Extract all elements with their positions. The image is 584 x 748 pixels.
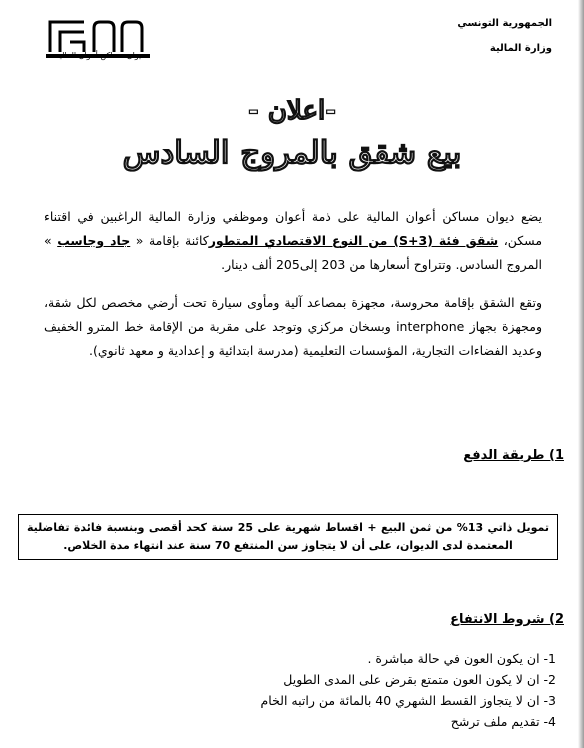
eligibility-heading: 2) شروط الانتفاع xyxy=(450,612,564,627)
intro-paragraph xyxy=(44,205,542,277)
ministry-label: وزارة المالية xyxy=(489,43,552,54)
payment-terms-box: تمويل ذاتي 13% من ثمن البيع + اقساط شهرية على 25 سنة كحد أقصى وبنسبة فائدة تفاضلية المعتمدة لدى الديوان، على أن لا يتجاوز سن المنتفع 70 سنة عند انتهاء مدة الخلاص. xyxy=(18,514,558,560)
intro-text-mid: كائنة بإقامة « xyxy=(130,233,209,248)
logo-caption: ديوان مساكن أعوان المالية xyxy=(55,51,145,60)
building-arches-logo-icon xyxy=(44,16,154,68)
announcement-subtitle: بيع شقق بالمروج السادس xyxy=(122,135,462,171)
republic-label: الجمهورية التونسي xyxy=(457,18,552,29)
intro-text-end: » المروج السادس. وتتراوح أسعارها من 203 إلى205 ألف دينار. xyxy=(44,233,542,272)
intro-text-start: يضع ديوان مساكن أعوان المالية على ذمة أعوان وموظفي وزارة المالية الراغبين في اقتناء مسكن، xyxy=(44,209,543,248)
eligibility-list xyxy=(136,648,556,732)
announcement-title: -اعلان - xyxy=(248,96,336,126)
list-item: 2- ان لا يكون العون متمتع بقرض على المدى الطويل xyxy=(283,672,556,687)
features-paragraph: وتقع الشقق بإقامة محروسة، مجهزة بمصاعد آلية ومأوى سيارة تحت أرضي مخصص لكل شقة، ومجهزة بجهاز interphone وبسخان مركزي وتوجد على مقربة من الإقامة خط المترو الخفيف وعديد الفضاءات التجارية، المؤسسات التعليمية (مدرسة ابتدائية و إعدادية و معهد ثانوي). xyxy=(44,295,542,358)
residence-name-highlight: جاد وجاسب xyxy=(57,233,131,248)
list-item: 3- ان لا يتجاوز القسط الشهري 40 بالمائة من راتبه الخام xyxy=(260,693,556,708)
list-item: 4- تقديم ملف ترشح xyxy=(450,714,556,729)
list-item: 1- ان يكون العون في حالة مباشرة . xyxy=(367,651,556,666)
apartment-type-highlight: شقق فئة (S+3) من النوع الاقتصادي المتطور xyxy=(208,233,499,248)
payment-method-heading: 1) طريقة الدفع xyxy=(463,448,564,463)
